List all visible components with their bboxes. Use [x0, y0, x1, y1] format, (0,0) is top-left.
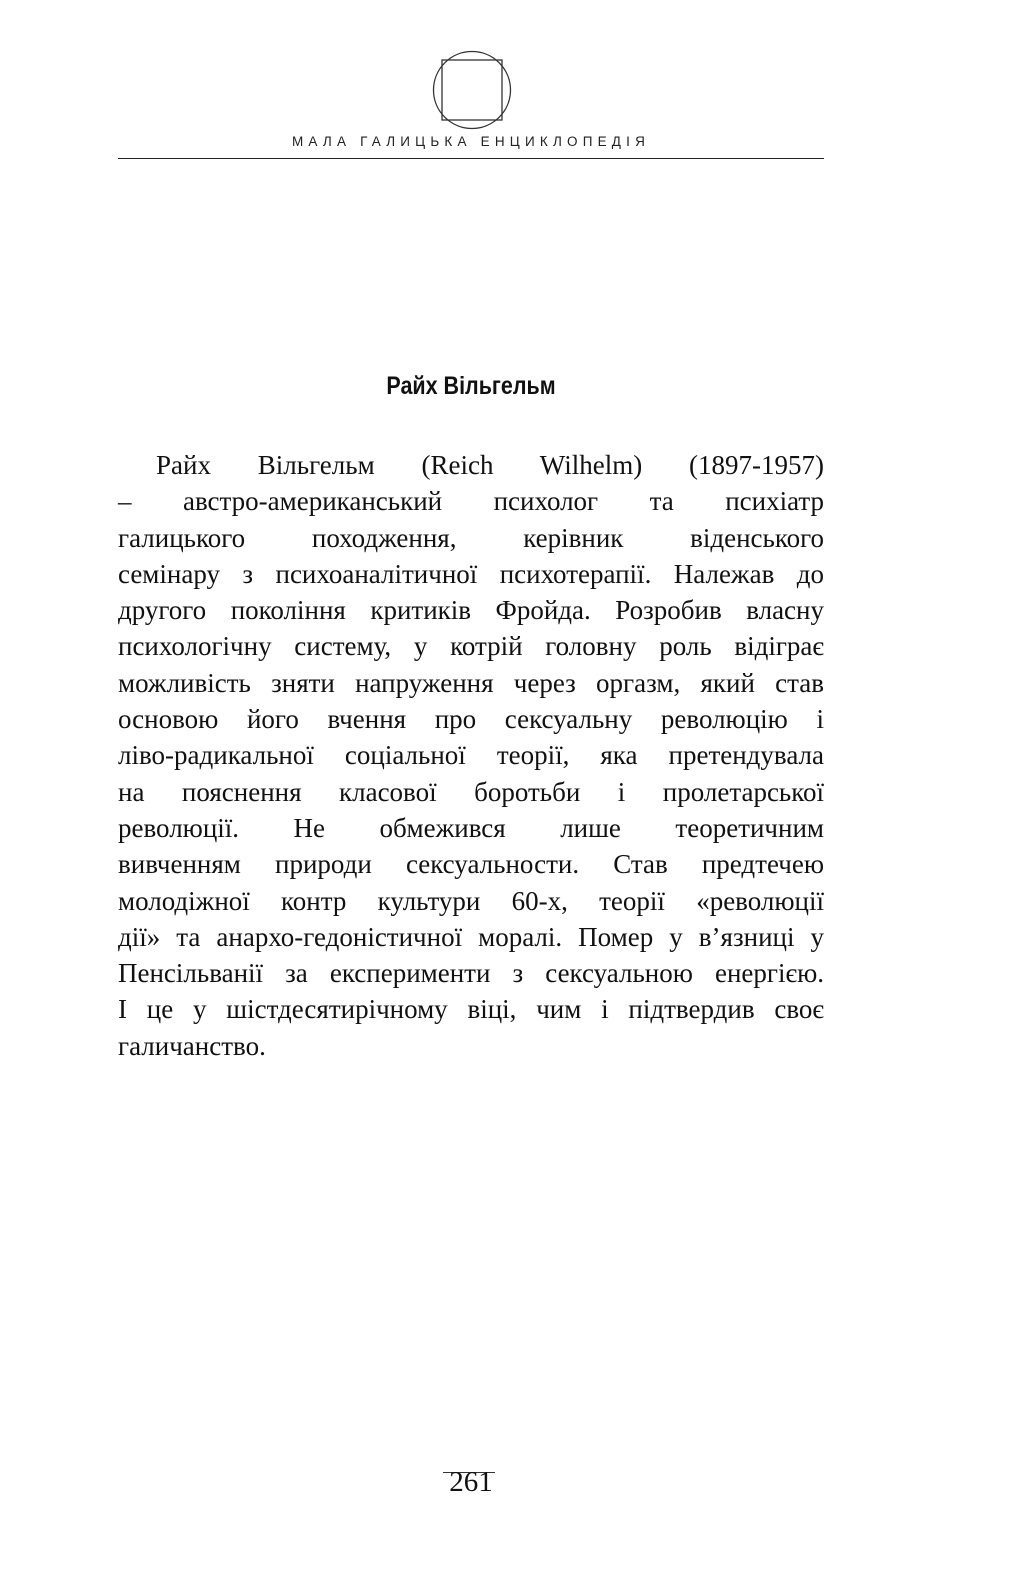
body-line: галицького походження, керівник віденського	[118, 522, 824, 553]
body-line: основою його вчення про сексуальну революцію і	[118, 704, 824, 735]
body-line: галичанство.	[118, 1030, 266, 1061]
body-line: І це у шістдесятирічному віці, чим і підтвердив своє	[118, 994, 824, 1025]
article-title: Райх Вільгельм	[386, 372, 556, 400]
running-header: МАЛА ГАЛИЦЬКА ЕНЦИКЛОПЕДІЯ	[291, 134, 651, 149]
body-line: психологічну систему, у котрій головну роль відіграє	[118, 631, 824, 662]
body-line: другого покоління критиків Фройда. Розробив власну	[118, 595, 824, 626]
body-line: революції. Не обмежився лише теоретичним	[118, 812, 824, 843]
body-line: вивченням природи сексуальности. Став предтечею	[118, 849, 824, 880]
circle-square-emblem-icon	[430, 48, 514, 132]
body-line: на пояснення класової боротьби і пролетарської	[118, 776, 824, 807]
body-line: Райх Вільгельм (Reich Wilhelm) (1897-1957)	[156, 450, 824, 480]
body-line: ліво-радикальної соціальної теорії, яка претендувала	[118, 740, 824, 771]
header-divider	[118, 158, 824, 159]
body-line: молодіжної контр культури 60-х, теорії «революції	[118, 885, 824, 916]
body-line: – австро-американський психолог та психіатр	[118, 486, 824, 517]
body-line: Пенсільванії за експерименти з сексуальною енергією.	[118, 958, 824, 989]
body-line: семінару з психоаналітичної психотерапії. Належав до	[118, 558, 824, 589]
body-line: дії» та анархо-гедоністичної моралі. Помер у в’язниці у	[118, 921, 824, 952]
body-line: можливість зняти напруження через оргазм, який став	[118, 667, 824, 698]
article-body	[118, 447, 824, 1064]
page-number: 261	[449, 1466, 493, 1498]
